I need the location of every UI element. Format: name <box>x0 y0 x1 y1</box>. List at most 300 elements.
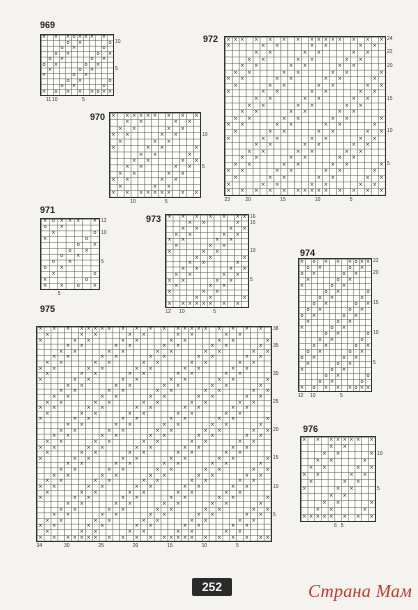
stitch-mark: × <box>265 455 270 462</box>
stitch-mark: × <box>341 282 347 289</box>
stitch-mark: × <box>107 467 112 474</box>
stitch-mark: × <box>372 168 377 175</box>
stitch-mark: × <box>93 331 98 338</box>
stitch-mark: × <box>38 444 43 451</box>
stitch-mark: × <box>187 271 193 278</box>
stitch-mark: o <box>51 259 55 266</box>
stitch-mark: × <box>134 377 139 383</box>
row-number-label: 22 <box>373 258 379 264</box>
stitch-mark: × <box>347 318 353 325</box>
stitch-mark: × <box>120 427 126 434</box>
stitch-mark: × <box>93 360 98 367</box>
stitch-mark: × <box>101 56 107 63</box>
stitch-mark: × <box>141 331 146 338</box>
stitch-mark: × <box>189 360 194 367</box>
stitch-mark: × <box>203 534 208 541</box>
stitch-mark: × <box>226 76 231 83</box>
stitch-mark: × <box>240 188 245 195</box>
stitch-mark: × <box>201 300 206 307</box>
stitch-mark: o <box>348 348 352 355</box>
stitch-mark: × <box>45 410 50 417</box>
stitch-mark: × <box>359 306 365 313</box>
stitch-mark: × <box>52 512 57 519</box>
chart-972-grid <box>224 36 386 196</box>
stitch-mark: × <box>167 237 172 244</box>
stitch-mark: × <box>175 410 181 417</box>
stitch-mark: × <box>244 433 249 440</box>
stitch-mark: × <box>330 128 335 135</box>
stitch-mark: × <box>365 96 370 103</box>
stitch-mark: × <box>335 437 341 443</box>
stitch-mark: × <box>372 135 377 142</box>
stitch-mark: × <box>365 82 370 89</box>
stitch-mark: × <box>187 119 192 126</box>
stitch-mark: × <box>247 56 252 63</box>
stitch-mark: × <box>268 188 273 195</box>
stitch-mark: × <box>337 168 342 175</box>
stitch-mark: × <box>43 235 48 242</box>
stitch-mark: × <box>120 506 126 513</box>
stitch-mark: × <box>159 132 165 139</box>
stitch-mark: × <box>379 69 384 76</box>
stitch-mark: × <box>162 500 167 507</box>
stitch-mark: × <box>224 500 229 507</box>
stitch-mark: × <box>45 478 50 485</box>
column-number-label: 6 <box>334 523 337 529</box>
stitch-mark: × <box>379 36 384 43</box>
stitch-mark: × <box>72 416 77 423</box>
stitch-mark: × <box>254 188 259 195</box>
stitch-mark: × <box>258 343 263 350</box>
column-number-label: 5 <box>82 97 85 103</box>
stitch-mark: × <box>322 465 327 471</box>
stitch-mark: × <box>258 382 263 389</box>
stitch-mark: × <box>210 472 215 479</box>
chart-971-grid <box>40 218 100 290</box>
chart-971-cells <box>41 219 99 289</box>
stitch-mark: × <box>359 384 365 391</box>
stitch-mark: × <box>180 157 185 164</box>
stitch-mark: × <box>114 472 119 479</box>
stitch-mark: × <box>134 326 139 333</box>
stitch-mark: × <box>38 523 43 530</box>
stitch-mark: × <box>344 148 349 155</box>
stitch-mark: × <box>51 230 56 237</box>
stitch-mark: × <box>231 416 236 423</box>
stitch-mark: × <box>141 371 146 378</box>
stitch-mark: × <box>162 393 167 400</box>
stitch-mark: × <box>335 486 341 492</box>
stitch-mark: × <box>93 517 98 524</box>
stitch-mark: × <box>265 495 270 502</box>
stitch-mark: × <box>349 472 354 478</box>
stitch-mark: × <box>265 416 270 423</box>
stitch-mark: × <box>58 360 64 367</box>
stitch-mark: × <box>315 458 320 464</box>
stitch-mark: × <box>228 225 234 232</box>
stitch-mark: × <box>65 34 71 41</box>
stitch-mark: × <box>187 151 192 158</box>
stitch-mark: × <box>351 96 356 103</box>
stitch-mark: × <box>175 422 181 429</box>
chart-975-cells <box>37 327 271 541</box>
stitch-mark: × <box>41 88 47 95</box>
stitch-mark: × <box>365 300 371 307</box>
stitch-mark: × <box>302 437 307 443</box>
stitch-mark: × <box>337 76 342 83</box>
stitch-mark: o <box>60 83 64 90</box>
page-number: 252 <box>201 580 223 594</box>
stitch-mark: × <box>201 289 206 296</box>
stitch-mark: × <box>341 324 347 331</box>
stitch-mark: × <box>59 282 64 289</box>
stitch-mark: × <box>174 243 179 250</box>
stitch-mark: × <box>139 164 144 171</box>
stitch-mark: × <box>180 237 186 244</box>
stitch-mark: × <box>369 514 374 520</box>
stitch-mark: × <box>335 451 341 457</box>
stitch-mark: × <box>309 148 315 155</box>
stitch-mark: × <box>67 218 73 225</box>
stitch-mark: × <box>83 34 89 41</box>
stitch-mark: × <box>100 393 105 400</box>
stitch-mark: × <box>65 343 71 350</box>
stitch-mark: × <box>329 378 335 385</box>
stitch-mark: × <box>237 529 243 536</box>
stitch-mark: × <box>38 326 43 333</box>
stitch-mark: × <box>295 102 301 109</box>
stitch-mark: × <box>309 89 315 96</box>
chart-969-label: 969 <box>40 20 56 30</box>
stitch-mark: × <box>315 507 320 513</box>
column-number-label: 25 <box>98 543 104 549</box>
stitch-mark: × <box>247 102 252 109</box>
row-number-label: 10 <box>250 248 256 255</box>
stitch-mark: × <box>254 142 259 149</box>
stitch-mark: × <box>155 348 160 355</box>
stitch-mark: o <box>354 300 358 307</box>
stitch-mark: × <box>203 427 208 434</box>
stitch-mark: × <box>235 220 240 227</box>
stitch-mark: × <box>323 122 328 129</box>
stitch-mark: × <box>322 514 327 520</box>
column-number-label: 34 <box>36 543 42 549</box>
stitch-mark: × <box>242 294 247 301</box>
stitch-mark: o <box>66 77 70 84</box>
column-number-label: 5 <box>340 523 344 529</box>
stitch-mark: × <box>132 170 137 177</box>
stitch-mark: × <box>208 243 213 250</box>
stitch-mark: × <box>65 461 71 468</box>
stitch-mark: × <box>86 416 91 423</box>
stitch-mark: × <box>182 365 188 372</box>
row-number-label: 10 <box>373 330 379 336</box>
stitch-mark: o <box>60 253 64 260</box>
stitch-mark: × <box>237 331 243 338</box>
stitch-mark: × <box>299 282 305 289</box>
stitch-mark: × <box>323 135 328 142</box>
stitch-mark: × <box>351 36 356 43</box>
stitch-mark: o <box>324 330 328 337</box>
column-number-label: 5 <box>213 309 217 315</box>
stitch-mark: × <box>349 486 354 492</box>
stitch-mark: × <box>79 534 84 541</box>
stitch-mark: o <box>300 270 304 277</box>
chart-972-label: 972 <box>203 34 219 44</box>
row-number-label: 5 <box>273 511 276 518</box>
stitch-mark: × <box>52 326 57 333</box>
stitch-mark: × <box>93 326 98 333</box>
stitch-mark: × <box>365 36 370 43</box>
stitch-mark: × <box>45 399 50 406</box>
stitch-mark: o <box>96 88 100 95</box>
stitch-mark: × <box>323 43 328 50</box>
stitch-mark: o <box>108 39 112 46</box>
stitch-mark: × <box>347 360 353 367</box>
stitch-mark: × <box>356 437 361 443</box>
stitch-mark: × <box>261 148 266 155</box>
stitch-mark: × <box>275 43 280 50</box>
stitch-mark: × <box>330 175 335 182</box>
stitch-mark: × <box>275 168 280 175</box>
stitch-mark: × <box>134 444 139 451</box>
stitch-mark: × <box>302 96 308 103</box>
stitch-mark: × <box>100 444 105 451</box>
stitch-mark: × <box>351 109 356 116</box>
stitch-mark: × <box>244 484 249 490</box>
stitch-mark: × <box>196 444 201 451</box>
stitch-mark: × <box>182 455 188 462</box>
stitch-mark: × <box>100 472 105 479</box>
stitch-mark: × <box>261 181 266 188</box>
stitch-mark: × <box>107 399 112 406</box>
stitch-mark: × <box>58 506 64 513</box>
row-number-label: 30 <box>273 370 279 377</box>
stitch-mark: × <box>221 300 227 307</box>
stitch-mark: × <box>210 343 215 350</box>
stitch-mark: × <box>215 277 220 284</box>
stitch-mark: × <box>208 214 213 221</box>
stitch-mark: × <box>356 465 361 471</box>
stitch-mark: × <box>159 145 165 152</box>
stitch-mark: × <box>295 56 301 63</box>
stitch-mark: × <box>231 365 236 372</box>
stitch-mark: × <box>65 534 71 541</box>
stitch-mark: × <box>365 175 370 182</box>
stitch-mark: × <box>174 271 179 278</box>
stitch-mark: × <box>231 337 236 344</box>
stitch-mark: × <box>337 63 342 70</box>
stitch-mark: × <box>189 410 194 417</box>
stitch-mark: × <box>47 66 53 73</box>
stitch-mark: × <box>295 69 301 76</box>
stitch-mark: × <box>251 438 256 445</box>
stitch-mark: × <box>100 354 105 361</box>
stitch-mark: × <box>79 410 84 417</box>
stitch-mark: × <box>210 382 215 389</box>
stitch-mark: × <box>159 190 165 197</box>
stitch-mark: × <box>251 399 256 406</box>
stitch-mark: × <box>120 326 126 333</box>
stitch-mark: × <box>38 377 43 383</box>
stitch-mark: × <box>134 484 139 490</box>
stitch-mark: × <box>139 112 144 119</box>
stitch-mark: × <box>351 142 356 149</box>
stitch-mark: × <box>59 218 64 225</box>
stitch-mark: × <box>311 270 317 277</box>
stitch-mark: × <box>134 337 139 344</box>
stitch-mark: × <box>189 534 194 541</box>
stitch-mark: × <box>235 231 240 238</box>
stitch-mark: × <box>258 354 263 361</box>
stitch-mark: × <box>169 467 174 474</box>
stitch-mark: × <box>210 500 215 507</box>
stitch-mark: × <box>282 161 287 168</box>
stitch-mark: × <box>125 164 130 171</box>
stitch-mark: × <box>65 354 71 361</box>
stitch-mark: × <box>162 512 167 519</box>
row-number-label: 5 <box>250 277 253 284</box>
stitch-mark: × <box>127 331 132 338</box>
stitch-mark: × <box>288 109 294 116</box>
stitch-mark: × <box>196 433 201 440</box>
stitch-mark: × <box>254 155 259 162</box>
stitch-mark: × <box>100 523 105 530</box>
stitch-mark: × <box>141 450 146 457</box>
stitch-mark: × <box>379 175 384 182</box>
stitch-mark: × <box>169 495 174 502</box>
stitch-mark: × <box>240 36 245 43</box>
stitch-mark: o <box>42 61 46 68</box>
stitch-mark: × <box>203 517 208 524</box>
stitch-mark: × <box>93 450 98 457</box>
chart-976-cells <box>301 437 375 521</box>
stitch-mark: × <box>203 326 208 333</box>
stitch-mark: × <box>282 175 287 182</box>
stitch-mark: × <box>224 489 229 496</box>
stitch-mark: × <box>254 36 259 43</box>
stitch-mark: × <box>251 506 256 513</box>
stitch-mark: × <box>268 142 273 149</box>
stitch-mark: × <box>362 458 367 464</box>
stitch-mark: × <box>226 188 231 195</box>
stitch-mark: × <box>120 416 126 423</box>
chart-974-cells <box>299 259 371 391</box>
stitch-mark: × <box>43 276 48 283</box>
stitch-mark: × <box>329 294 335 301</box>
stitch-mark: × <box>258 393 263 400</box>
stitch-mark: × <box>242 266 247 273</box>
stitch-mark: × <box>228 237 234 244</box>
row-number-label: 15 <box>387 95 393 102</box>
stitch-mark: × <box>100 365 105 372</box>
stitch-mark: × <box>169 348 174 355</box>
stitch-mark: × <box>169 337 174 344</box>
stitch-mark: × <box>194 254 199 261</box>
stitch-mark: × <box>372 89 377 96</box>
stitch-mark: × <box>226 181 231 188</box>
stitch-mark: × <box>275 135 280 142</box>
stitch-mark: × <box>92 282 97 289</box>
stitch-mark: × <box>100 433 105 440</box>
stitch-mark: × <box>231 405 236 412</box>
stitch-mark: × <box>162 422 167 429</box>
row-number-label: 35 <box>273 342 279 349</box>
stitch-mark: o <box>72 34 76 41</box>
stitch-mark: × <box>148 472 153 479</box>
stitch-mark: × <box>175 343 181 350</box>
stitch-mark: × <box>372 43 377 50</box>
stitch-mark: × <box>358 43 363 50</box>
stitch-mark: × <box>71 83 77 90</box>
stitch-mark: × <box>95 61 101 68</box>
stitch-mark: × <box>329 437 334 443</box>
stitch-mark: × <box>316 175 321 182</box>
stitch-mark: × <box>118 170 123 177</box>
stitch-mark: × <box>45 529 50 536</box>
stitch-mark: × <box>308 479 314 485</box>
stitch-mark: × <box>265 377 270 383</box>
stitch-mark: × <box>107 360 112 367</box>
stitch-mark: o <box>102 45 106 52</box>
stitch-mark: × <box>358 148 363 155</box>
stitch-mark: × <box>258 422 263 429</box>
stitch-mark: × <box>182 416 188 423</box>
stitch-mark: × <box>155 467 160 474</box>
stitch-mark: × <box>155 399 160 406</box>
stitch-mark: × <box>217 348 222 355</box>
stitch-mark: × <box>79 461 84 468</box>
stitch-mark: × <box>244 534 249 541</box>
row-number-label: 25 <box>273 399 279 406</box>
stitch-mark: × <box>251 467 256 474</box>
row-number-label: 38 <box>273 325 279 332</box>
stitch-mark: × <box>148 484 153 490</box>
stitch-mark: × <box>166 183 171 190</box>
stitch-mark: × <box>365 128 370 135</box>
stitch-mark: × <box>38 534 43 541</box>
stitch-mark: × <box>93 371 98 378</box>
stitch-mark: × <box>72 348 77 355</box>
stitch-mark: × <box>203 467 208 474</box>
stitch-mark: × <box>175 534 181 541</box>
stitch-mark: × <box>180 112 185 119</box>
stitch-mark: × <box>258 512 263 519</box>
stitch-mark: × <box>237 478 243 485</box>
stitch-mark: × <box>244 472 249 479</box>
stitch-mark: × <box>93 489 98 496</box>
stitch-mark: × <box>166 170 171 177</box>
stitch-mark: × <box>162 326 167 333</box>
stitch-mark: × <box>134 523 139 530</box>
stitch-mark: × <box>224 461 229 468</box>
stitch-mark: × <box>233 69 238 76</box>
stitch-mark: × <box>180 266 186 273</box>
stitch-mark: × <box>299 366 305 373</box>
row-number-label: 12 <box>101 217 107 224</box>
stitch-mark: × <box>175 489 181 496</box>
stitch-mark: × <box>315 472 320 478</box>
stitch-mark: × <box>221 243 227 250</box>
chart-970-cells <box>110 113 200 197</box>
stitch-mark: × <box>127 410 132 417</box>
stitch-mark: × <box>107 388 112 395</box>
stitch-mark: o <box>76 241 80 248</box>
stitch-mark: × <box>77 88 83 95</box>
stitch-mark: o <box>306 306 310 313</box>
stitch-mark: × <box>231 534 236 541</box>
stitch-mark: × <box>261 135 266 142</box>
